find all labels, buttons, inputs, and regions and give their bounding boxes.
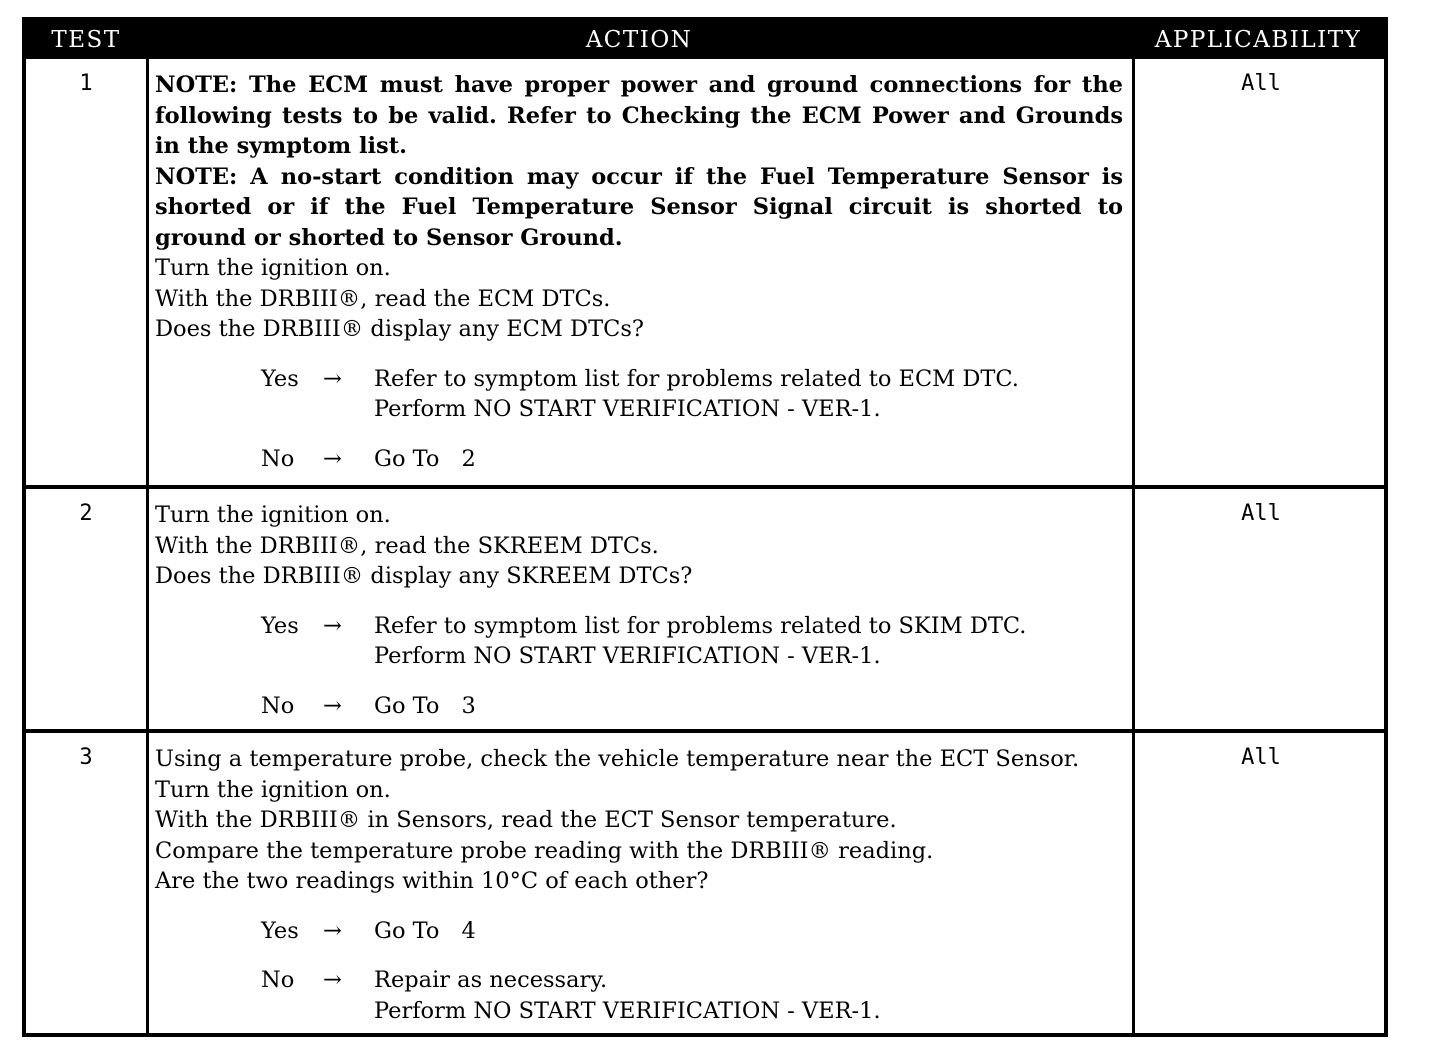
step-text: With the DRBIII®, read the SKREEM DTCs. [155, 532, 659, 559]
step-text: Turn the ignition on. [155, 502, 391, 528]
header-applicability: APPLICABILITY [1154, 27, 1362, 53]
test-row-2 [26, 489, 1384, 729]
header-test: TEST [51, 27, 121, 53]
step-text: Does the DRBIII® display any ECM DTCs? [155, 316, 644, 342]
goto-label: Go To [374, 692, 440, 719]
step-text: Turn the ignition on. [155, 776, 391, 803]
yes-response [155, 611, 1123, 672]
applicability-value: All [1241, 71, 1281, 96]
arrow-icon: → [323, 967, 342, 993]
test-number: 3 [79, 745, 93, 770]
test-number: 2 [79, 501, 93, 526]
header-action: ACTION [585, 27, 693, 53]
note-text: NOTE: A no-start condition may occur if the Fuel Temperature Sensor is shorted or if the Fuel Temperature Sensor Signal circuit is shorted to ground or shorted to Sensor Ground. [155, 163, 1123, 251]
no-label: No [261, 445, 295, 472]
arrow-icon: → [323, 917, 342, 944]
yes-label: Yes [261, 365, 299, 392]
step-text: Does the DRBIII® display any SKREEM DTCs? [155, 563, 693, 589]
goto-number: 2 [461, 445, 476, 472]
arrow-icon: → [323, 445, 342, 472]
yes-response [155, 364, 1123, 425]
arrow-icon: → [323, 365, 342, 392]
goto-label: Go To [374, 917, 440, 944]
no-response [155, 691, 1123, 722]
goto-reference [374, 916, 1123, 947]
action-cell [155, 500, 1123, 721]
no-label: No [261, 692, 295, 719]
applicability-value: All [1241, 745, 1281, 770]
goto-reference [374, 691, 1123, 722]
yes-label: Yes [261, 612, 299, 639]
response-text: Refer to symptom list for problems related to SKIM DTC. [374, 612, 1027, 639]
note-text: NOTE: The ECM must have proper power and ground connections for the following tests to be valid. Refer to Checking the ECM Power and Grounds in the symptom list. [155, 72, 1123, 159]
goto-number: 3 [461, 692, 476, 719]
applicability-value: All [1241, 501, 1281, 526]
action-cell [155, 744, 1123, 1026]
response-text: Refer to symptom list for problems related to ECM DTC. [374, 365, 1019, 392]
yes-label: Yes [261, 917, 299, 944]
no-label: No [261, 967, 295, 993]
test-number: 1 [79, 71, 93, 96]
no-response [155, 965, 1123, 1026]
step-text: Compare the temperature probe reading with the DRBIII® reading. [155, 837, 934, 864]
test-row-1 [26, 59, 1384, 485]
response-text: Perform NO START VERIFICATION - VER-1. [374, 396, 881, 422]
goto-number: 4 [461, 917, 476, 944]
goto-reference [374, 444, 1123, 475]
no-response [155, 444, 1123, 475]
response-text: Repair as necessary. [374, 967, 608, 993]
yes-response [155, 916, 1123, 947]
step-text: Are the two readings within 10°C of each other? [155, 868, 709, 894]
response-text: Perform NO START VERIFICATION - VER-1. [374, 997, 881, 1024]
arrow-icon: → [323, 692, 342, 719]
table-header [26, 21, 1384, 59]
test-row-3 [26, 733, 1384, 1033]
goto-label: Go To [374, 445, 440, 472]
action-cell [155, 70, 1123, 474]
step-text: With the DRBIII®, read the ECM DTCs. [155, 285, 611, 312]
diagnostic-test-table [22, 17, 1388, 1037]
step-text: Using a temperature probe, check the vehicle temperature near the ECT Sensor. [155, 746, 1080, 772]
response-text: Perform NO START VERIFICATION - VER-1. [374, 643, 881, 669]
step-text: With the DRBIII® in Sensors, read the ECT Sensor temperature. [155, 807, 897, 833]
arrow-icon: → [323, 612, 342, 639]
step-text: Turn the ignition on. [155, 255, 391, 281]
